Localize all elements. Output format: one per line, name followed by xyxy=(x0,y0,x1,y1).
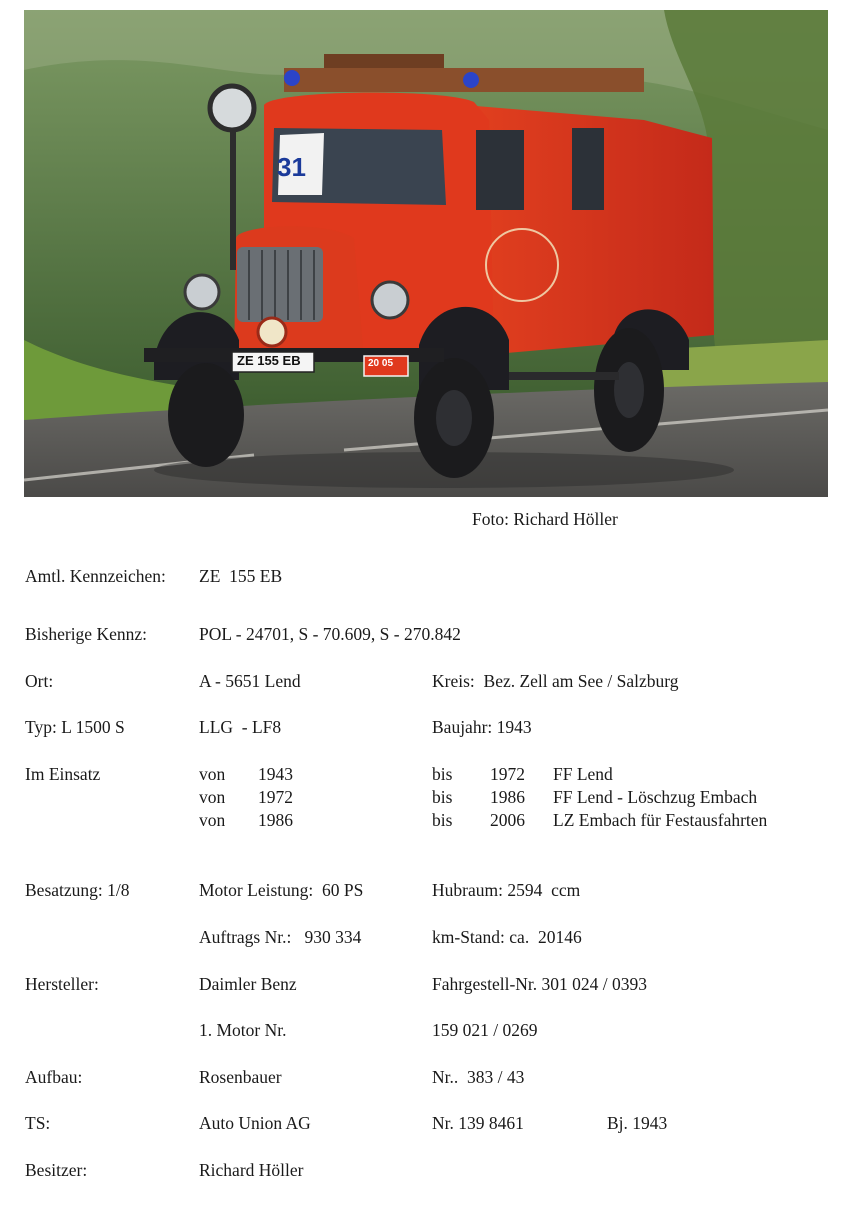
kennzeichen-label: Amtl. Kennzeichen: xyxy=(25,566,166,586)
typ-value: LLG - LF8 xyxy=(199,717,282,737)
einsatz-label: Im Einsatz xyxy=(25,764,101,784)
aufbau-value: Rosenbauer xyxy=(199,1067,282,1087)
hersteller-label: Hersteller: xyxy=(25,974,99,994)
rear-plate: 20 05 xyxy=(368,358,394,369)
ort-value: A - 5651 Lend xyxy=(199,671,301,691)
license-plate: ZE 155 EB xyxy=(237,353,301,368)
einsatz-to: 1986 xyxy=(490,787,525,807)
bisherige-value: POL - 24701, S - 70.609, S - 270.842 xyxy=(199,624,461,644)
einsatz-bis: bis xyxy=(432,787,453,807)
ts-baujahr: Bj. 1943 xyxy=(607,1113,668,1133)
besatzung-label: Besatzung: 1/8 xyxy=(25,880,130,900)
fire-truck-photo xyxy=(24,10,828,497)
hubraum: Hubraum: 2594 ccm xyxy=(432,880,581,900)
einsatz-von: von xyxy=(199,810,226,830)
truck-number: 31 xyxy=(277,152,306,182)
besitzer-label: Besitzer: xyxy=(25,1160,88,1180)
einsatz-bis: bis xyxy=(432,764,453,784)
photo-caption: Foto: Richard Höller xyxy=(472,509,618,529)
einsatz-to: 2006 xyxy=(490,810,525,830)
ts-label: TS: xyxy=(25,1113,51,1133)
baujahr-value: Baujahr: 1943 xyxy=(432,717,532,737)
fahrgestell-nr: Fahrgestell-Nr. 301 024 / 0393 xyxy=(432,974,648,994)
aufbau-label: Aufbau: xyxy=(25,1067,83,1087)
einsatz-von: von xyxy=(199,787,226,807)
ort-label: Ort: xyxy=(25,671,54,691)
auftrags-nr: Auftrags Nr.: 930 334 xyxy=(199,927,362,947)
ts-nr: Nr. 139 8461 xyxy=(432,1113,524,1133)
einsatz-from: 1972 xyxy=(258,787,293,807)
ts-value: Auto Union AG xyxy=(199,1113,311,1133)
einsatz-from: 1986 xyxy=(258,810,293,830)
einsatz-bis: bis xyxy=(432,810,453,830)
einsatz-where: FF Lend xyxy=(553,764,613,784)
besitzer-value: Richard Höller xyxy=(199,1160,304,1180)
motor-nr-label: 1. Motor Nr. xyxy=(199,1020,287,1040)
einsatz-from: 1943 xyxy=(258,764,293,784)
motor-leistung: Motor Leistung: 60 PS xyxy=(199,880,364,900)
aufbau-nr: Nr.. 383 / 43 xyxy=(432,1067,525,1087)
kennzeichen-value: ZE 155 EB xyxy=(199,566,283,586)
hersteller-value: Daimler Benz xyxy=(199,974,297,994)
km-stand: km-Stand: ca. 20146 xyxy=(432,927,582,947)
kreis-value: Kreis: Bez. Zell am See / Salzburg xyxy=(432,671,679,691)
einsatz-von: von xyxy=(199,764,226,784)
einsatz-where: FF Lend - Löschzug Embach xyxy=(553,787,758,807)
motor-nr-value: 159 021 / 0269 xyxy=(432,1020,538,1040)
bisherige-label: Bisherige Kennz: xyxy=(25,624,147,644)
einsatz-where: LZ Embach für Festausfahrten xyxy=(553,810,768,830)
typ-label: Typ: L 1500 S xyxy=(25,717,125,737)
einsatz-to: 1972 xyxy=(490,764,525,784)
